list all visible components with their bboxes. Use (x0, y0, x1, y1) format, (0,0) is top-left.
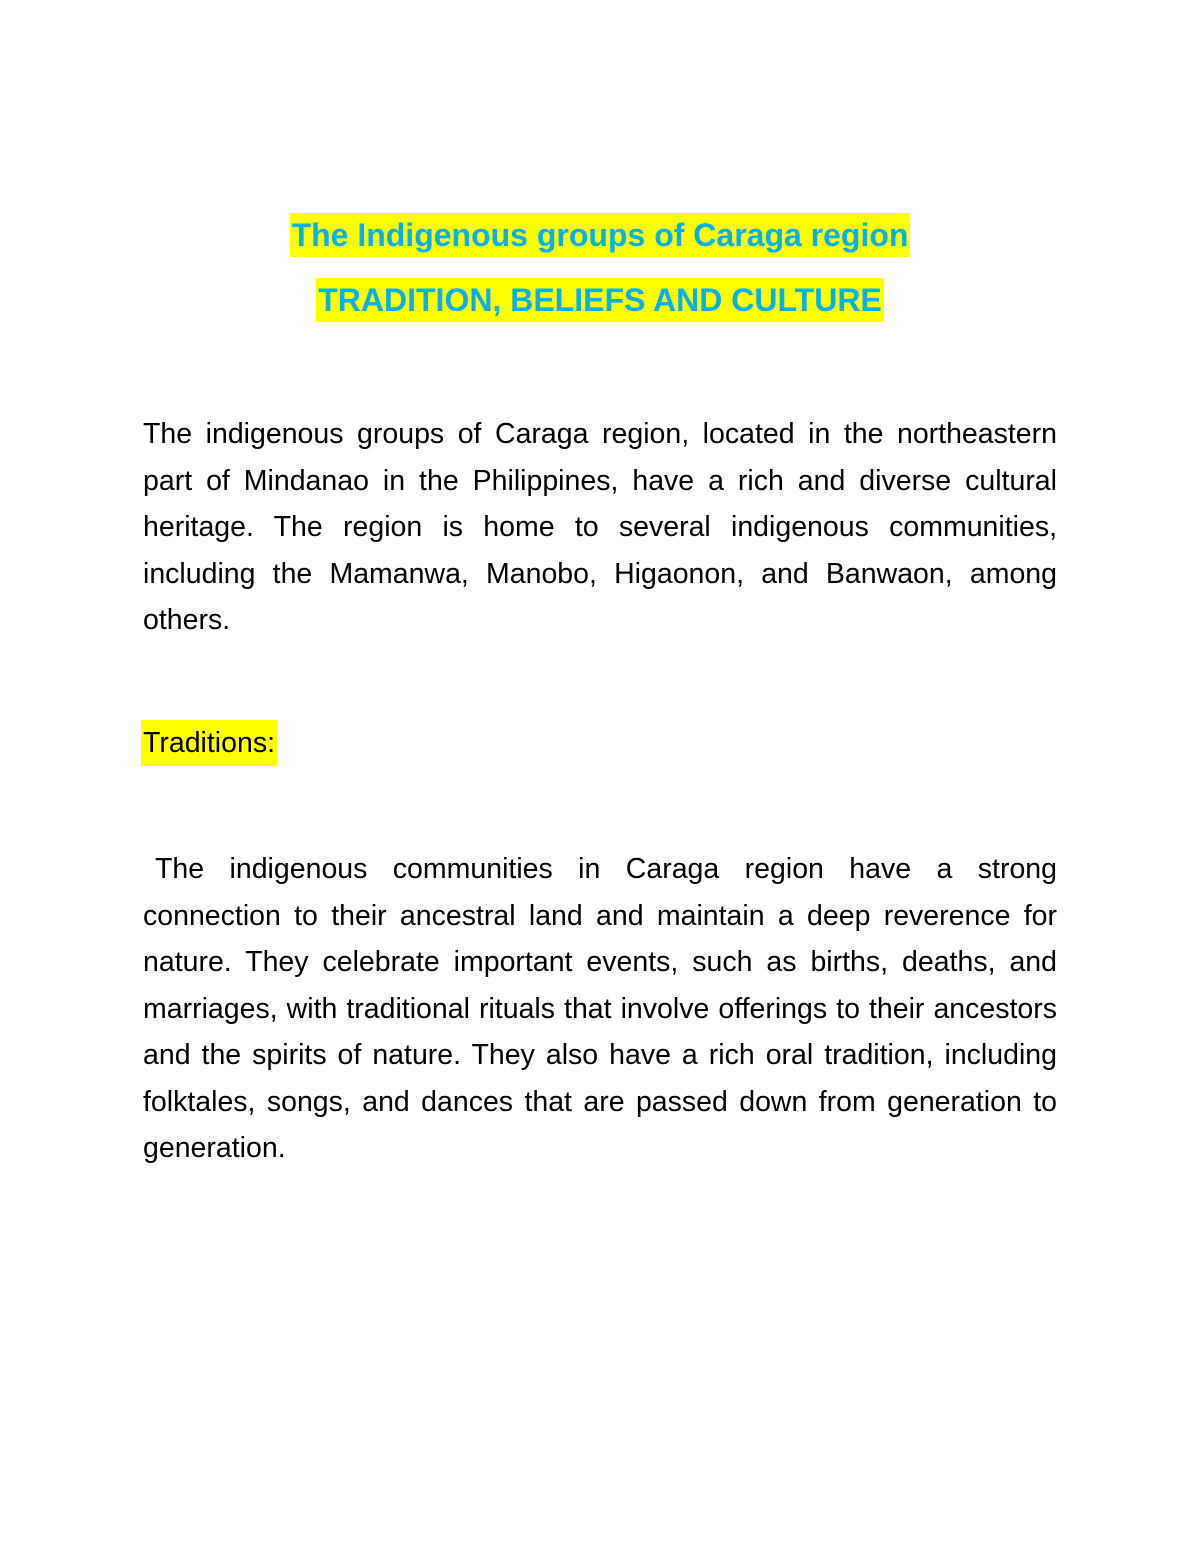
document-title: The Indigenous groups of Caraga region (290, 213, 911, 257)
traditions-paragraph: The indigenous communities in Caraga region have a strong connection to their ancestral land and maintain a deep reverence for nature. They celebrate important events, such as births, deaths, and marriages, with traditional rituals that involve offerings to their ancestors and the spirits of nature. They also have a rich oral tradition, including folktales, songs, and dances that are passed down from generation to generation. (143, 853, 1057, 1164)
subtitle-row (0, 278, 1200, 322)
intro-paragraph: The indigenous groups of Caraga region, located in the northeastern part of Mindanao in the Philippines, have a rich and diverse cultural heritage. The region is home to several indigenous communities, including the Mamanwa, Manobo, Higaonon, and Banwaon, among others. (143, 418, 1057, 636)
title-row (0, 213, 1200, 257)
document-subtitle: TRADITION, BELIEFS AND CULTURE (316, 278, 884, 322)
traditions-heading: Traditions: (141, 720, 277, 766)
